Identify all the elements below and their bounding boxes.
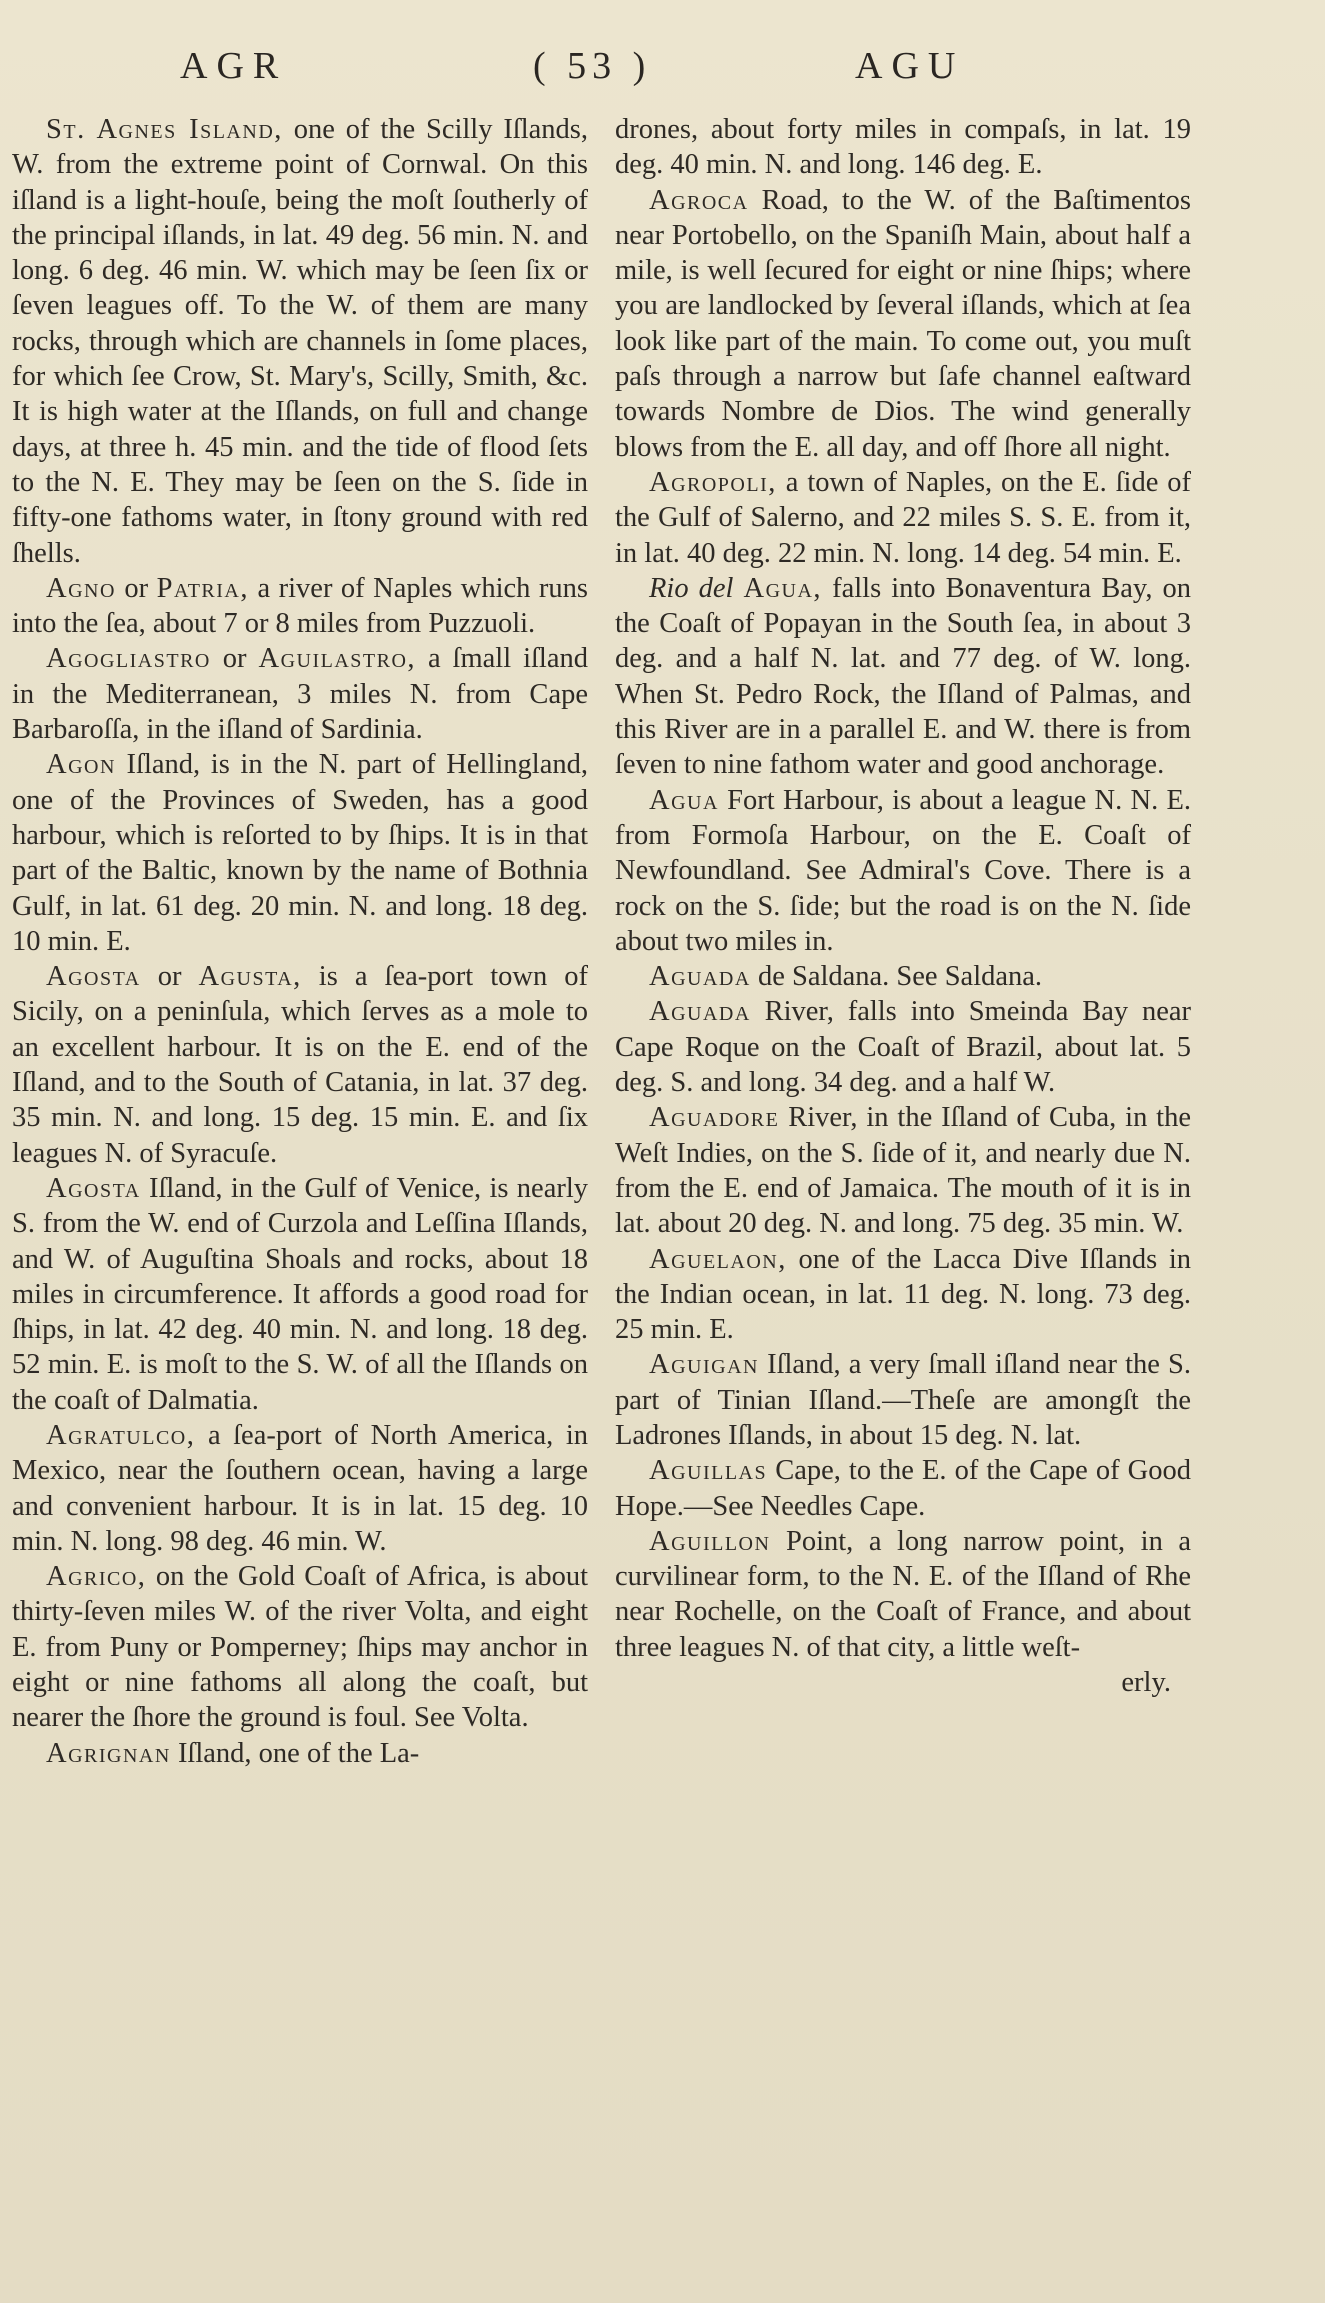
- entry-headword: Agrignan: [46, 1737, 171, 1769]
- entry-headword: Agon: [46, 749, 116, 781]
- entry-aguada-de-saldana: [615, 959, 1191, 994]
- entry-aguelaon: [615, 1242, 1191, 1348]
- entry-aguillas-cape: [615, 1453, 1191, 1524]
- entry-text: River, in the Iſland of Cuba, in the Weſt Indies, on the S. ſide of it, and nearly due N. from the E. end of Jamaica. The mouth of it is in lat. about 20 deg. N. and long. 75 deg. 35 min. W.: [615, 1102, 1191, 1240]
- entry-headword: Agua: [649, 784, 719, 816]
- entry-text: a town of Naples, on the E. ſide of the Gulf of Salerno, and 22 miles S. S. E. from it, in lat. 40 deg. 22 min. N. long. 14 deg. 54 min. E.: [615, 466, 1191, 569]
- entry-connector: or: [210, 643, 259, 675]
- entry-headword: Agua,: [743, 572, 823, 604]
- entry-headword: Aguada: [649, 996, 751, 1028]
- entry-aguada-river: [615, 994, 1191, 1100]
- entry-headword: Agogliastro: [46, 643, 211, 675]
- entry-connector: or: [115, 572, 157, 604]
- entry-agrignan-island: [12, 1736, 588, 1771]
- entry-text: Fort Harbour, is about a league N. N. E. from Formoſa Harbour, on the E. Coaſt of Newfoundland. See Admiral's Cove. There is a rock on the S. ſide; but the road is on the N. ſide about two miles in.: [615, 784, 1191, 957]
- entry-rio-del-agua: [615, 571, 1191, 783]
- entry-text: a river of Naples which runs into the ſea, about 7 or 8 miles from Puzzuoli.: [12, 572, 588, 640]
- entry-agosta: [12, 959, 588, 1171]
- entry-aguillon-point: [615, 1524, 1191, 1665]
- entry-text: Iſland, in the Gulf of Venice, is nearly S. from the W. end of Curzola and Leſſina Iſlands, and W. of Auguſtina Shoals and rocks, about 18 miles in circumference. It affords a good road for ſhips, in lat. 42 deg. 40 min. N. and long. 18 deg. 52 min. E. is moſt to the S. W. of all the Iſlands on the coaſt of Dalmatia.: [12, 1172, 588, 1416]
- entry-text: Cape, to the E. of the Cape of Good Hope.—See Needles Cape.: [615, 1455, 1191, 1522]
- entry-text: on the Gold Coaſt of Africa, is about thirty-ſeven miles W. of the river Volta, and eight E. from Puny or Pomperney; ſhips may anchor in eight or nine fathoms all along the coaſt, but nearer the ſhore the ground is foul. See Volta.: [12, 1561, 588, 1734]
- entry-agrico: [12, 1559, 588, 1735]
- entry-text: Point, a long narrow point, in a curvilinear form, to the N. E. of the Iſland of Rhe near Rochelle, on the Coaſt of France, and about three leagues N. of that city, a little weſt-: [615, 1525, 1191, 1663]
- right-column: [615, 112, 1191, 1700]
- entry-headword: Aguelaon,: [649, 1243, 787, 1275]
- entry-aguigan-island: [615, 1347, 1191, 1453]
- entry-headword-alt: Aguilastro,: [258, 643, 417, 675]
- page-number: ( 53 ): [533, 45, 652, 87]
- entry-text: a ſmall iſland in the Mediterranean, 3 miles N. from Cape Barbaroſſa, in the iſland of Sardinia.: [12, 643, 588, 746]
- entry-headword: St. Agnes Island,: [46, 114, 283, 145]
- left-column: [12, 112, 588, 1771]
- entry-text: River, falls into Smeinda Bay near Cape Roque on the Coaſt of Brazil, about lat. 5 deg. S. and long. 34 deg. and a half W.: [615, 996, 1191, 1099]
- entry-text: is a ſea-port town of Sicily, on a peninſula, which ſerves as a mole to an excellent harbour. It is on the E. end of the Iſland, and to the South of Catania, in lat. 37 deg. 35 min. N. and long. 15 deg. 15 min. E. and ſix leagues N. of Syracuſe.: [12, 961, 588, 1169]
- entry-headword: Aguadore: [649, 1102, 780, 1134]
- entry-agogliastro: [12, 641, 588, 747]
- entry-text: Iſland, one of the La-: [170, 1737, 420, 1769]
- entry-headword: Aguigan: [649, 1349, 759, 1381]
- entry-headword: Agroca: [649, 184, 749, 216]
- entry-headword-alt: Agusta,: [198, 961, 302, 993]
- entry-headword: Agosta: [46, 1172, 141, 1204]
- entry-agon-island: [12, 747, 588, 959]
- entry-agosta-island: [12, 1171, 588, 1418]
- header-left-guideword: AGR: [180, 45, 288, 87]
- header-right-guideword: AGU: [855, 45, 965, 87]
- entry-agroca-road: [615, 183, 1191, 465]
- entry-agno: [12, 571, 588, 642]
- entry-text: one of the Lacca Dive Iſlands in the Indian ocean, in lat. 11 deg. N. long. 73 deg. 25 min. E.: [615, 1243, 1191, 1346]
- entry-aguadore-river: [615, 1100, 1191, 1241]
- entry-headword: Aguada: [649, 961, 751, 993]
- entry-text: a ſea-port of North America, in Mexico, near the ſouthern ocean, having a large and convenient harbour. It is in lat. 15 deg. 10 min. N. long. 98 deg. 46 min. W.: [12, 1419, 588, 1557]
- entry-headword: Agratulco,: [46, 1419, 196, 1451]
- entry-text: Iſland, a very ſmall iſland near the S. part of Tinian Iſland.—Theſe are amongſt the Ladrones Iſlands, in about 15 deg. N. lat.: [615, 1349, 1191, 1451]
- entry-st-agnes-island: [12, 112, 588, 571]
- entry-text: one of the Scilly Iſlands, W. from the extreme point of Cornwal. On this iſland is a light-houſe, being the moſt ſoutherly of the principal iſlands, in lat. 49 deg. 56 min. N. and long. 6 deg. 46 min. W. which may be ſeen ſix or ſeven leagues off. To the W. of them are many rocks, through which are channels in ſome places, for which ſee Crow, St. Mary's, Scilly, Smith, &c. It is high water at the Iſlands, on full and change days, at three h. 45 min. and the tide of flood ſets to the N. E. They may be ſeen on the S. ſide in fifty-one fathoms water, in ſtony ground with red ſhells.: [12, 114, 589, 569]
- entry-headword: Agno: [46, 572, 116, 604]
- entry-headword: Agrico,: [46, 1561, 147, 1593]
- entry-text: Iſland, is in the N. part of Hellingland, one of the Provinces of Sweden, has a good harbour, which is reſorted to by ſhips. It is in that part of the Baltic, known by the name of Bothnia Gulf, in lat. 61 deg. 20 min. N. and long. 18 deg. 10 min. E.: [12, 749, 588, 957]
- running-header: [0, 44, 1325, 104]
- entry-agratulco: [12, 1418, 588, 1559]
- entry-continuation: drones, about forty miles in compaſs, in lat. 19 deg. 40 min. N. and long. 146 deg. E.: [615, 114, 1191, 181]
- entry-prefix: Rio del: [649, 572, 744, 604]
- entry-headword: Aguillon: [649, 1525, 771, 1557]
- entry-text: de Saldana. See Saldana.: [750, 961, 1043, 993]
- entry-headword: Agropoli,: [649, 466, 777, 498]
- entry-connector: or: [140, 961, 199, 993]
- entry-agropoli: [615, 465, 1191, 571]
- entry-agua-fort-harbour: [615, 783, 1191, 959]
- entry-headword: Aguillas: [649, 1455, 768, 1487]
- entry-text: falls into Bonaventura Bay, on the Coaſt of Popayan in the South ſea, in about 3 deg. and a half N. lat. and 77 deg. of W. long. When St. Pedro Rock, the Iſland of Palmas, and this River are in a parallel E. and W. there is from ſeven to nine fathom water and good anchorage.: [615, 572, 1191, 781]
- entry-headword: Agosta: [46, 961, 141, 993]
- entry-text: Road, to the W. of the Baſtimentos near Portobello, on the Spaniſh Main, about half a mile, is well ſecured for eight or nine ſhips; where you are landlocked by ſeveral iſlands, which at ſea look like part of the main. To come out, you muſt paſs through a narrow but ſafe channel eaſtward towards Nombre de Dios. The wind generally blows from the E. all day, and off ſhore all night.: [615, 184, 1191, 463]
- entry-headword-alt: Patria,: [156, 572, 250, 604]
- entry-tail: erly.: [1121, 1667, 1171, 1699]
